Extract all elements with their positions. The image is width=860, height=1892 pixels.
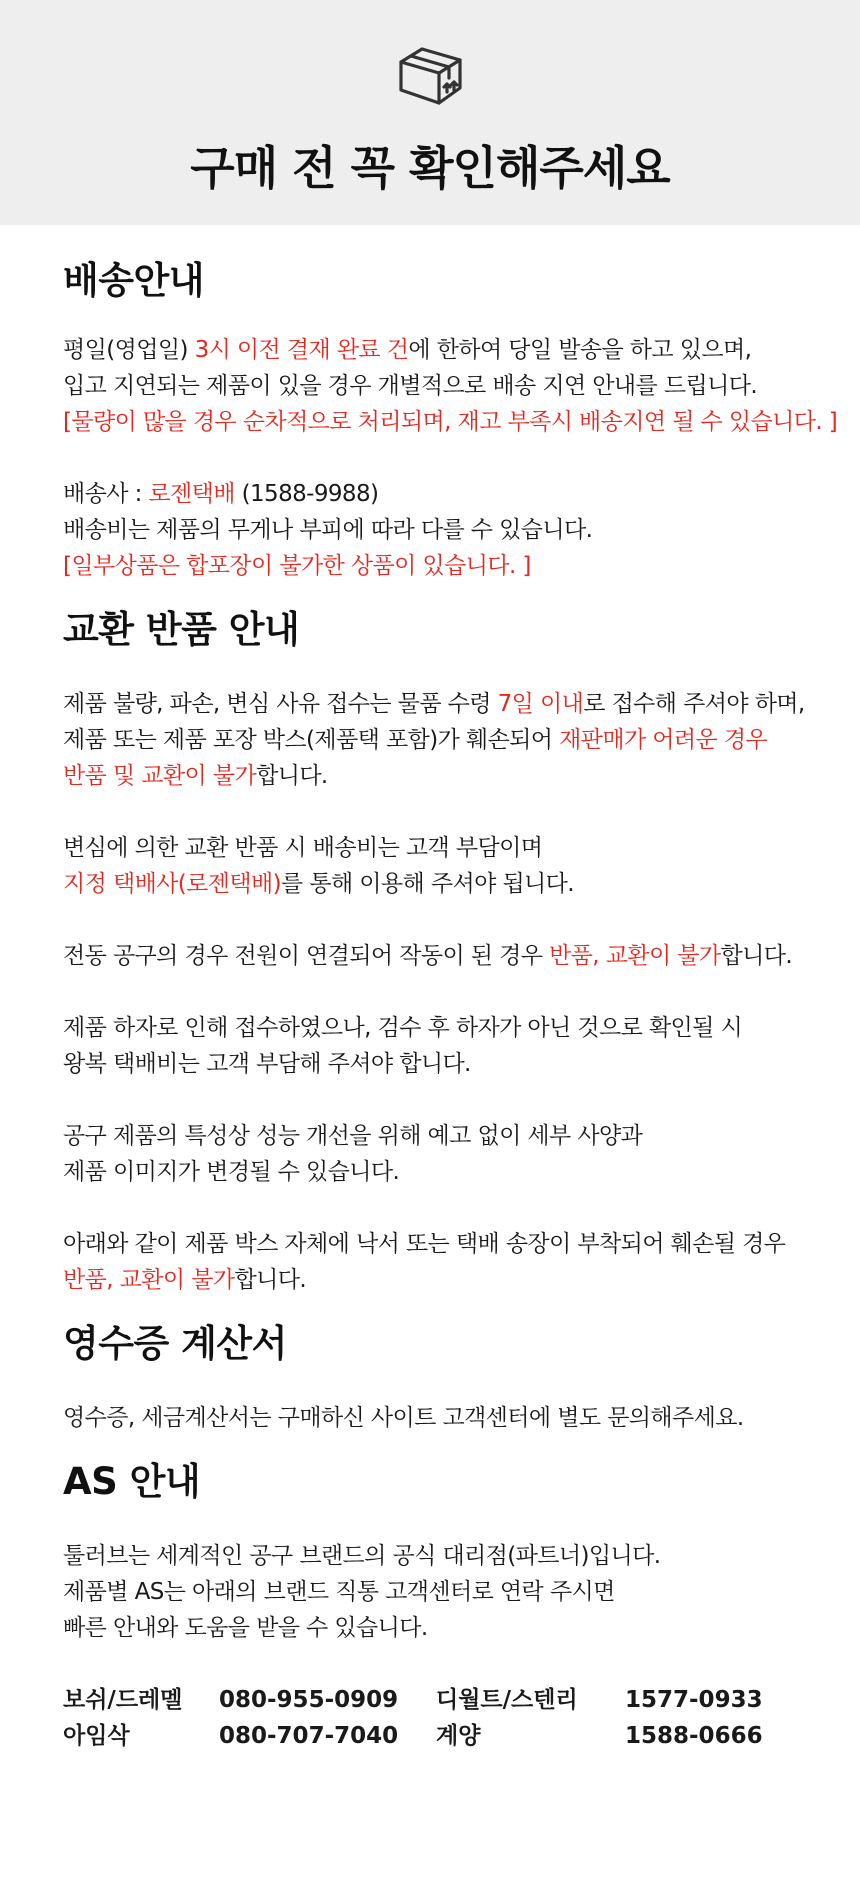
brand-phone: 1588-0666 xyxy=(625,1723,763,1749)
shipping-line-1: 평일(영업일) 3시 이전 결재 완료 건에 한하여 당일 발송을 하고 있으며, xyxy=(63,337,752,363)
contact-row xyxy=(63,1682,860,1718)
shipping-line-2: 입고 지연되는 제품이 있을 경우 개별적으로 배송 지연 안내를 드립니다. xyxy=(63,373,758,399)
receipt-text: 영수증, 세금계산서는 구매하신 사이트 고객센터에 별도 문의해주세요. xyxy=(63,1405,744,1431)
exchange-p4-line-2: 왕복 택배비는 고객 부담해 주셔야 합니다. xyxy=(63,1051,471,1077)
exchange-p4-line-1: 제품 하자로 인해 접수하였으나, 검수 후 하자가 아닌 것으로 확인될 시 xyxy=(63,1015,743,1041)
shipping-section xyxy=(63,225,860,584)
exchange-p1-line-3: 반품 및 교환이 불가합니다. xyxy=(63,763,328,789)
exchange-p1-line-1: 제품 불량, 파손, 변심 사유 접수는 물품 수령 7일 이내로 접수해 주셔야 하며, xyxy=(63,691,805,717)
exchange-p5-line-1: 공구 제품의 특성상 성능 개선을 위해 예고 없이 세부 사양과 xyxy=(63,1123,643,1149)
exchange-p6-line-1: 아래와 같이 제품 박스 자체에 낙서 또는 택배 송장이 부착되어 훼손될 경우 xyxy=(63,1231,786,1257)
shipping-fee-line: 배송비는 제품의 무게나 부피에 따라 다를 수 있습니다. xyxy=(63,517,593,543)
exchange-p6-line-2: 반품, 교환이 불가합니다. xyxy=(63,1267,307,1293)
carrier-line: 배송사 : 로젠택배 (1588-9988) xyxy=(63,481,379,507)
brand-name: 디월트/스텐리 xyxy=(436,1687,578,1713)
brand-phone: 080-707-7040 xyxy=(219,1723,399,1749)
shipping-title: 배송안내 xyxy=(63,259,204,302)
exchange-p2-line-2: 지정 택배사(로젠택배)를 통해 이용해 주셔야 됩니다. xyxy=(63,871,575,897)
shipping-line-3: [물량이 많을 경우 순차적으로 처리되며, 재고 부족시 배송지연 될 수 있습니다. ] xyxy=(63,409,838,435)
package-box-icon xyxy=(394,38,466,110)
as-title: AS 안내 xyxy=(63,1460,201,1503)
page-title: 구매 전 꼭 확인해주세요 xyxy=(190,141,670,195)
as-line-3: 빠른 안내와 도움을 받을 수 있습니다. xyxy=(63,1615,428,1641)
brand-name: 아임삭 xyxy=(63,1723,130,1749)
exchange-p3-line-1: 전동 공구의 경우 전원이 연결되어 작동이 된 경우 반품, 교환이 불가합니다. xyxy=(63,943,793,969)
as-line-2: 제품별 AS는 아래의 브랜드 직통 고객센터로 연락 주시면 xyxy=(63,1579,615,1605)
brand-phone: 080-955-0909 xyxy=(219,1687,399,1713)
contact-row xyxy=(63,1718,860,1754)
exchange-title: 교환 반품 안내 xyxy=(63,608,300,651)
brand-name: 보쉬/드레멜 xyxy=(63,1687,183,1713)
exchange-p1-line-2: 제품 또는 제품 포장 박스(제품택 포함)가 훼손되어 재판매가 어려운 경우 xyxy=(63,727,768,753)
receipt-section xyxy=(63,1298,860,1436)
receipt-title: 영수증 계산서 xyxy=(63,1322,287,1365)
shipping-note-line: [일부상품은 합포장이 불가한 상품이 있습니다. ] xyxy=(63,553,531,579)
brand-name: 계양 xyxy=(436,1723,481,1749)
exchange-p2-line-1: 변심에 의한 교환 반품 시 배송비는 고객 부담이며 xyxy=(63,835,543,861)
as-contact-table xyxy=(63,1682,860,1754)
as-line-1: 툴러브는 세계적인 공구 브랜드의 공식 대리점(파트너)입니다. xyxy=(63,1543,661,1569)
page-header xyxy=(0,0,860,225)
exchange-p5-line-2: 제품 이미지가 변경될 수 있습니다. xyxy=(63,1159,400,1185)
brand-phone: 1577-0933 xyxy=(625,1687,763,1713)
exchange-section xyxy=(63,584,860,1298)
as-section xyxy=(63,1436,860,1754)
